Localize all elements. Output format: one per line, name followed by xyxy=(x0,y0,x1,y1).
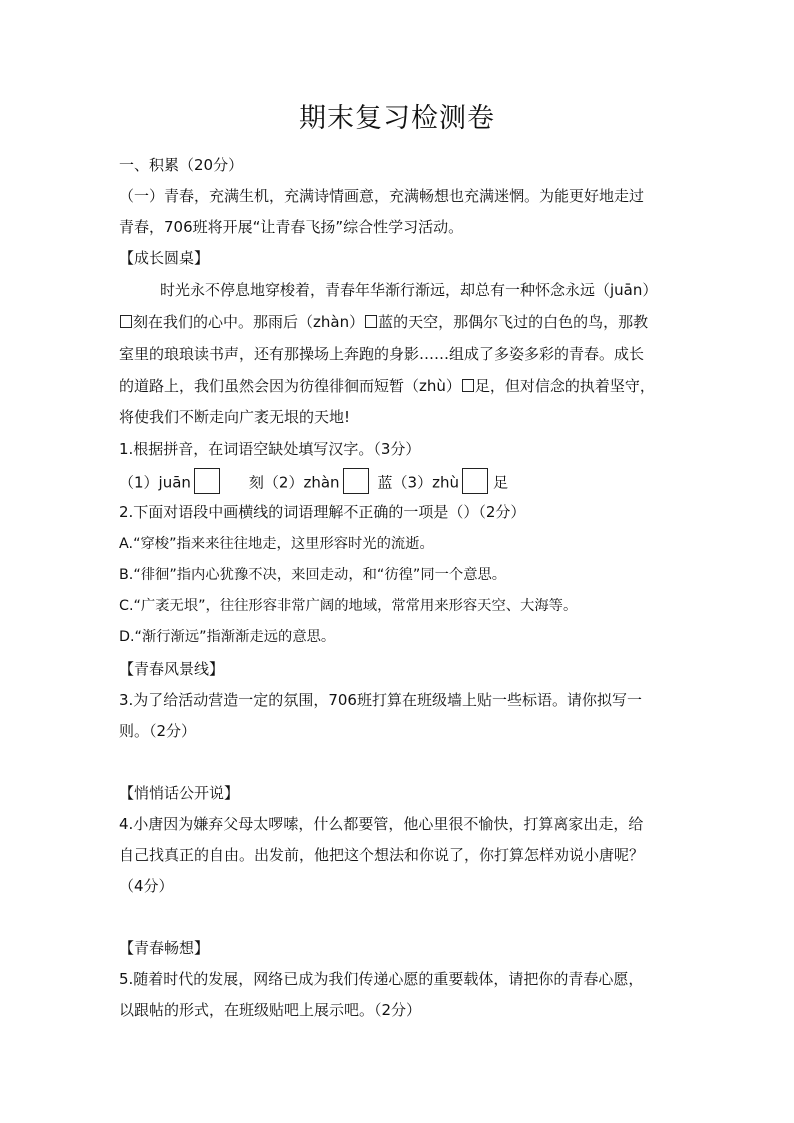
q1-item-3: 蓝（3）zhù xyxy=(377,473,459,492)
fill-blank-box[interactable] xyxy=(462,379,474,392)
section-heading: 一、积累（20分） xyxy=(119,156,244,174)
passage-line-1: 时光永不停息地穿梭着，青春年华渐行渐远，却总有一种怀念永远（juān） xyxy=(160,281,658,299)
question-1-answers xyxy=(119,470,689,496)
question-3-line-2: 则。（2分） xyxy=(119,722,197,740)
option-d[interactable]: D.“渐行渐远”指渐渐走远的意思。 xyxy=(119,629,336,645)
passage-line-3: 室里的琅琅读书声，还有那操场上奔跑的身影……组成了多姿多彩的青春。成长 xyxy=(119,345,645,363)
question-3-line-1: 3.为了给活动营造一定的氛围，706班打算在班级墙上贴一些标语。请你拟写一 xyxy=(119,691,642,709)
passage-line-2-text: 刻在我们的心中。那雨后（zhàn） xyxy=(133,313,365,331)
part-heading-youth-dream: 【青春畅想】 xyxy=(119,939,210,957)
q1-item-2: 刻（2）zhàn xyxy=(248,473,340,492)
answer-box-1[interactable] xyxy=(194,468,220,494)
intro-line-1: （一）青春，充满生机，充满诗情画意，充满畅想也充满迷惘。为能更好地走过 xyxy=(119,187,645,205)
q1-item-1: （1）juān xyxy=(119,473,191,492)
answer-box-2[interactable] xyxy=(343,468,369,494)
part-heading-whisper: 【悄悄话公开说】 xyxy=(119,784,240,802)
fill-blank-box[interactable] xyxy=(365,315,377,328)
intro-line-2: 青春，706班将开展“让青春飞扬”综合性学习活动。 xyxy=(119,218,464,236)
question-4-line-3: （4分） xyxy=(119,877,174,895)
q1-item-4: 足 xyxy=(492,473,508,492)
passage-line-4-text: 的道路上，我们虽然会因为彷徨徘徊而短暂（zhù） xyxy=(119,377,461,395)
answer-box-3[interactable] xyxy=(462,468,488,494)
question-4-line-2: 自己找真正的自由。出发前，他把这个想法和你说了，你打算怎样劝说小唐呢？ xyxy=(119,846,645,864)
question-5-line-2: 以跟帖的形式，在班级贴吧上展示吧。（2分） xyxy=(119,1001,422,1019)
part-heading-youth-scenery: 【青春风景线】 xyxy=(119,660,225,678)
passage-line-2b-text: 蓝的天空，那偶尔飞过的白色的鸟，那教 xyxy=(378,313,649,331)
option-c[interactable]: C.“广袤无垠”，往往形容非常广阔的地域，常常用来形容天空、大海等。 xyxy=(119,598,578,614)
passage-line-2 xyxy=(119,312,689,332)
question-1: 1.根据拼音，在词语空缺处填写汉字。（3分） xyxy=(119,440,421,458)
question-5-line-1: 5.随着时代的发展，网络已成为我们传递心愿的重要载体，请把你的青春心愿， xyxy=(119,970,644,988)
option-b[interactable]: B.“徘徊”指内心犹豫不决，来回走动，和“彷徨”同一个意思。 xyxy=(119,567,507,583)
option-a[interactable]: A.“穿梭”指来来往往地走，这里形容时光的流逝。 xyxy=(119,536,434,552)
page-title: 期末复习检测卷 xyxy=(299,103,495,134)
passage-line-5: 将使我们不断走向广袤无垠的天地! xyxy=(119,408,351,426)
fill-blank-box[interactable] xyxy=(120,315,132,328)
question-4-line-1: 4.小唐因为嫌弃父母太啰嗦，什么都要管，他心里很不愉快，打算离家出走，给 xyxy=(119,815,644,833)
passage-line-4 xyxy=(119,376,689,396)
passage-line-4b-text: 足，但对信念的执着坚守， xyxy=(474,377,655,395)
question-2: 2.下面对语段中画横线的词语理解不正确的一项是（）（2分） xyxy=(119,503,526,521)
part-heading-growth-table: 【成长圆桌】 xyxy=(119,249,210,267)
